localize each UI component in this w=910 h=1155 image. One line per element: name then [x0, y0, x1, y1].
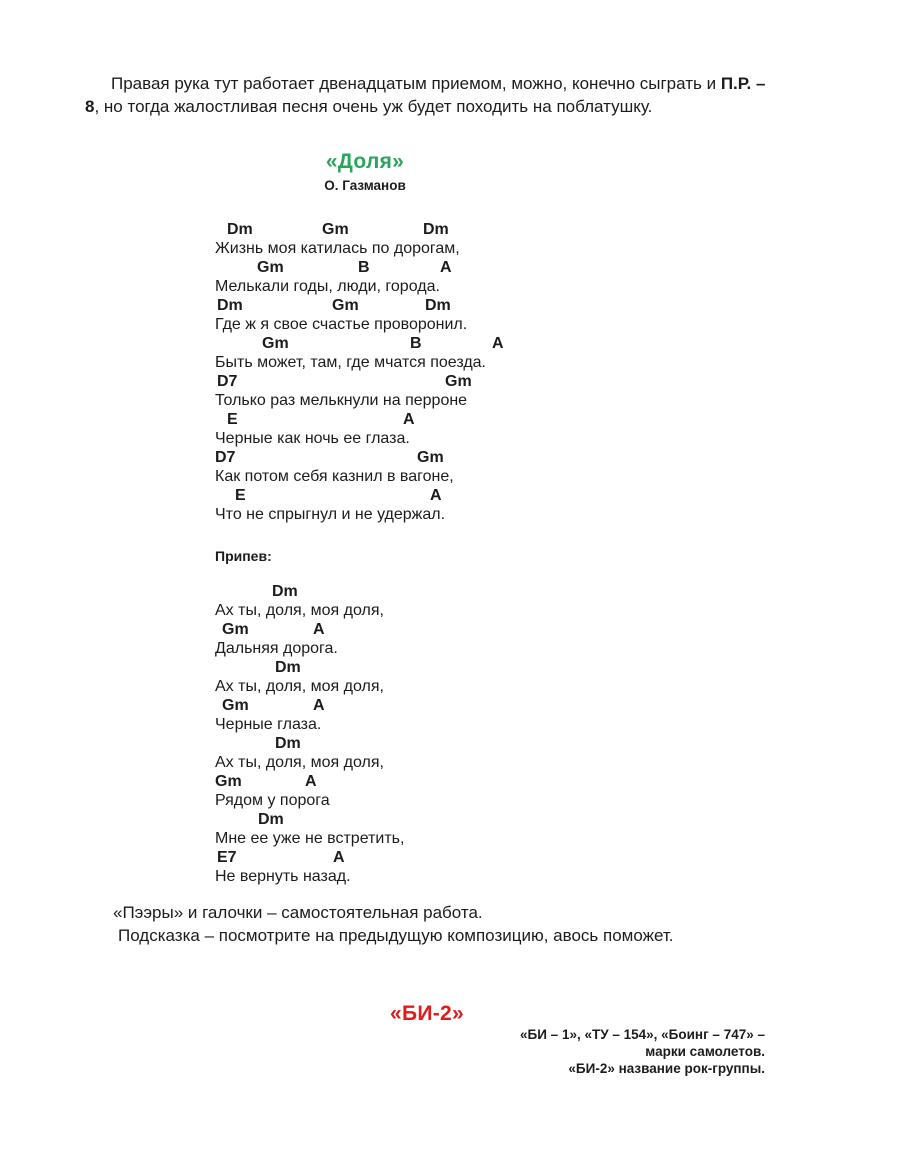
lyric-line: Черные глаза.: [215, 716, 322, 733]
chord-line: [215, 620, 755, 639]
chorus-label: Припев:: [215, 548, 272, 564]
lyric-line: Мелькали годы, люди, города.: [215, 278, 440, 295]
notes: [113, 901, 674, 947]
chord: A: [492, 335, 504, 352]
intro-line2-text: , но тогда жалостливая песня очень уж будет походить на поблатушку.: [94, 97, 653, 116]
chord: Gm: [417, 449, 444, 466]
chord-line: [215, 410, 755, 429]
chord: Gm: [322, 221, 349, 238]
lyric-line: Дальняя дорога.: [215, 640, 338, 657]
chord: Gm: [262, 335, 289, 352]
chord: Gm: [257, 259, 284, 276]
song-body: [215, 220, 755, 886]
lyric-line: Быть может, там, где мчатся поезда.: [215, 354, 486, 371]
chord-line: [215, 258, 755, 277]
chord-line: [215, 848, 755, 867]
lyric-line: Только раз мелькнули на перроне: [215, 392, 468, 409]
lyric-line: Не вернуть назад.: [215, 868, 351, 885]
chord: A: [333, 849, 345, 866]
lyric-line: Что не спрыгнул и не удержал.: [215, 506, 446, 523]
footnote-line: «БИ – 1», «ТУ – 154», «Боинг – 747» –: [520, 1027, 765, 1042]
chord-line: [215, 582, 755, 601]
chord: D7: [215, 449, 236, 466]
next-song-footnote: [335, 1026, 765, 1077]
chord-line: [215, 448, 755, 467]
note-line: «Пээры» и галочки – самостоятельная работа.: [113, 903, 483, 922]
chord: A: [440, 259, 452, 276]
lyric-line: Жизнь моя катилась по дорогам,: [215, 240, 460, 257]
chord-line: [215, 658, 755, 677]
intro-line-1: [85, 72, 801, 95]
chord: A: [403, 411, 415, 428]
lyric-line: Ах ты, доля, моя доля,: [215, 602, 384, 619]
chord: Gm: [332, 297, 359, 314]
chord: B: [410, 335, 422, 352]
chord-line: [215, 696, 755, 715]
chord: Dm: [258, 811, 284, 828]
chord: A: [430, 487, 442, 504]
song-header: [213, 150, 517, 193]
chord: Gm: [222, 621, 249, 638]
chord: E7: [217, 849, 237, 866]
chord-line: [215, 220, 755, 239]
lyric-line: Мне ее уже не встретить,: [215, 830, 405, 847]
song-author: О. Газманов: [324, 178, 406, 193]
chord-line: [215, 334, 755, 353]
chord: D7: [217, 373, 238, 390]
intro-line2-bold: 8: [85, 97, 95, 116]
lyric-line: Черные как ночь ее глаза.: [215, 430, 410, 447]
note-line: Подсказка – посмотрите на предыдущую композицию, авось поможет.: [118, 926, 674, 945]
footnote-line: марки самолетов.: [645, 1044, 765, 1059]
chord: A: [313, 621, 325, 638]
chord-line: [215, 810, 755, 829]
lyric-line: Рядом у порога: [215, 792, 330, 809]
chord: E: [235, 487, 246, 504]
song-title: «Доля»: [325, 150, 405, 173]
intro-paragraph: [85, 72, 801, 118]
chord: Dm: [425, 297, 451, 314]
chord: Dm: [272, 583, 298, 600]
lyric-line: Как потом себя казнил в вагоне,: [215, 468, 454, 485]
chord: A: [313, 697, 325, 714]
chord: Gm: [222, 697, 249, 714]
chord: Gm: [215, 773, 242, 790]
chord: Dm: [275, 735, 301, 752]
chord-line: [215, 372, 755, 391]
intro-line1-bold: П.Р. –: [720, 74, 766, 93]
footnote-line: «БИ-2» название рок-группы.: [568, 1061, 765, 1076]
chord-line: [215, 296, 755, 315]
chord: Dm: [217, 297, 243, 314]
lyric-line: Ах ты, доля, моя доля,: [215, 754, 384, 771]
chord-line: [215, 734, 755, 753]
chord: E: [227, 411, 238, 428]
chord: Dm: [227, 221, 253, 238]
chord: Gm: [445, 373, 472, 390]
intro-line-2: [85, 95, 801, 118]
chord-line: [215, 486, 755, 505]
next-song-title: «БИ-2»: [390, 1002, 465, 1025]
chord-line: [215, 772, 755, 791]
verse-block: [215, 220, 755, 524]
chord: B: [358, 259, 370, 276]
chord: A: [305, 773, 317, 790]
intro-line1-text: Правая рука тут работает двенадцатым приемом, можно, конечно сыграть и: [111, 74, 721, 93]
chord: Dm: [275, 659, 301, 676]
lyric-line: Ах ты, доля, моя доля,: [215, 678, 384, 695]
lyric-line: Где ж я свое счастье проворонил.: [215, 316, 468, 333]
chorus-block: [215, 582, 755, 886]
chord: Dm: [423, 221, 449, 238]
